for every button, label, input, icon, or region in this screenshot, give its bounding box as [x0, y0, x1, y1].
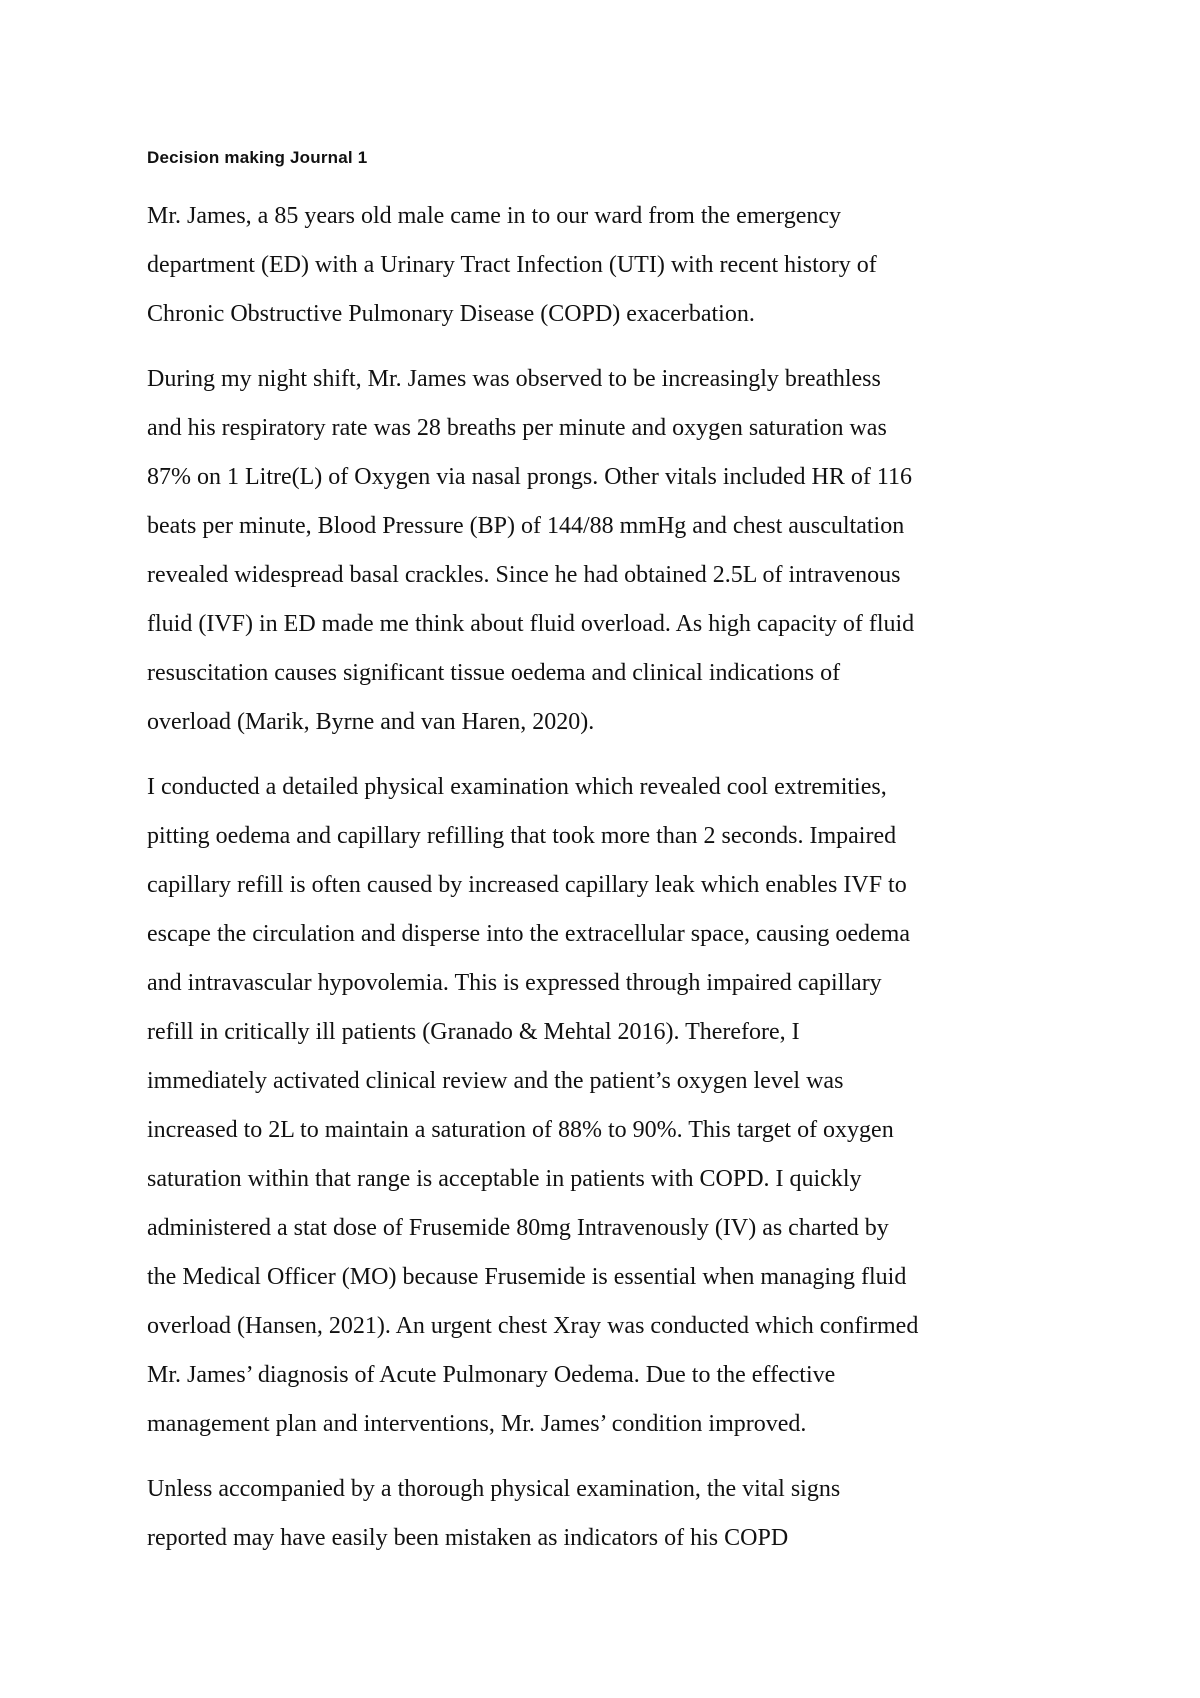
text-line: Mr. James, a 85 years old male came in to our ward from the emergency [147, 203, 841, 229]
paragraph [147, 1465, 1067, 1563]
text-line: overload (Hansen, 2021). An urgent chest Xray was conducted which confirmed [147, 1313, 919, 1339]
paragraph [147, 192, 1067, 339]
text-line: increased to 2L to maintain a saturation of 88% to 90%. This target of oxygen [147, 1117, 894, 1143]
text-line: fluid (IVF) in ED made me think about fluid overload. As high capacity of fluid [147, 611, 915, 637]
text-line: management plan and interventions, Mr. James’ condition improved. [147, 1411, 807, 1437]
text-line: 87% on 1 Litre(L) of Oxygen via nasal prongs. Other vitals included HR of 116 [147, 464, 912, 490]
text-line: reported may have easily been mistaken as indicators of his COPD [147, 1525, 789, 1551]
text-line: refill in critically ill patients (Granado & Mehtal 2016). Therefore, I [147, 1019, 800, 1045]
text-line: capillary refill is often caused by increased capillary leak which enables IVF to [147, 872, 907, 898]
text-line: I conducted a detailed physical examination which revealed cool extremities, [147, 774, 887, 800]
text-line: overload (Marik, Byrne and van Haren, 2020). [147, 709, 595, 735]
text-line: During my night shift, Mr. James was observed to be increasingly breathless [147, 366, 881, 392]
text-line: Mr. James’ diagnosis of Acute Pulmonary Oedema. Due to the effective [147, 1362, 836, 1388]
text-line: the Medical Officer (MO) because Frusemide is essential when managing fluid [147, 1264, 907, 1290]
text-line: Chronic Obstructive Pulmonary Disease (COPD) exacerbation. [147, 301, 755, 327]
text-line: department (ED) with a Urinary Tract Infection (UTI) with recent history of [147, 252, 877, 278]
text-line: resuscitation causes significant tissue oedema and clinical indications of [147, 660, 841, 686]
text-line: immediately activated clinical review and the patient’s oxygen level was [147, 1068, 844, 1094]
text-line: Unless accompanied by a thorough physical examination, the vital signs [147, 1476, 841, 1502]
text-line: and intravascular hypovolemia. This is expressed through impaired capillary [147, 970, 882, 996]
paragraph [147, 355, 1067, 747]
paragraph [147, 763, 1067, 1449]
text-line: saturation within that range is acceptable in patients with COPD. I quickly [147, 1166, 862, 1192]
document-body [147, 192, 1067, 1579]
text-line: pitting oedema and capillary refilling that took more than 2 seconds. Impaired [147, 823, 897, 849]
text-line: escape the circulation and disperse into the extracellular space, causing oedema [147, 921, 910, 947]
document-title: Decision making Journal 1 [147, 148, 368, 167]
text-line: administered a stat dose of Frusemide 80mg Intravenously (IV) as charted by [147, 1215, 889, 1241]
text-line: beats per minute, Blood Pressure (BP) of 144/88 mmHg and chest auscultation [147, 513, 905, 539]
text-line: and his respiratory rate was 28 breaths per minute and oxygen saturation was [147, 415, 887, 441]
text-line: revealed widespread basal crackles. Since he had obtained 2.5L of intravenous [147, 562, 901, 588]
